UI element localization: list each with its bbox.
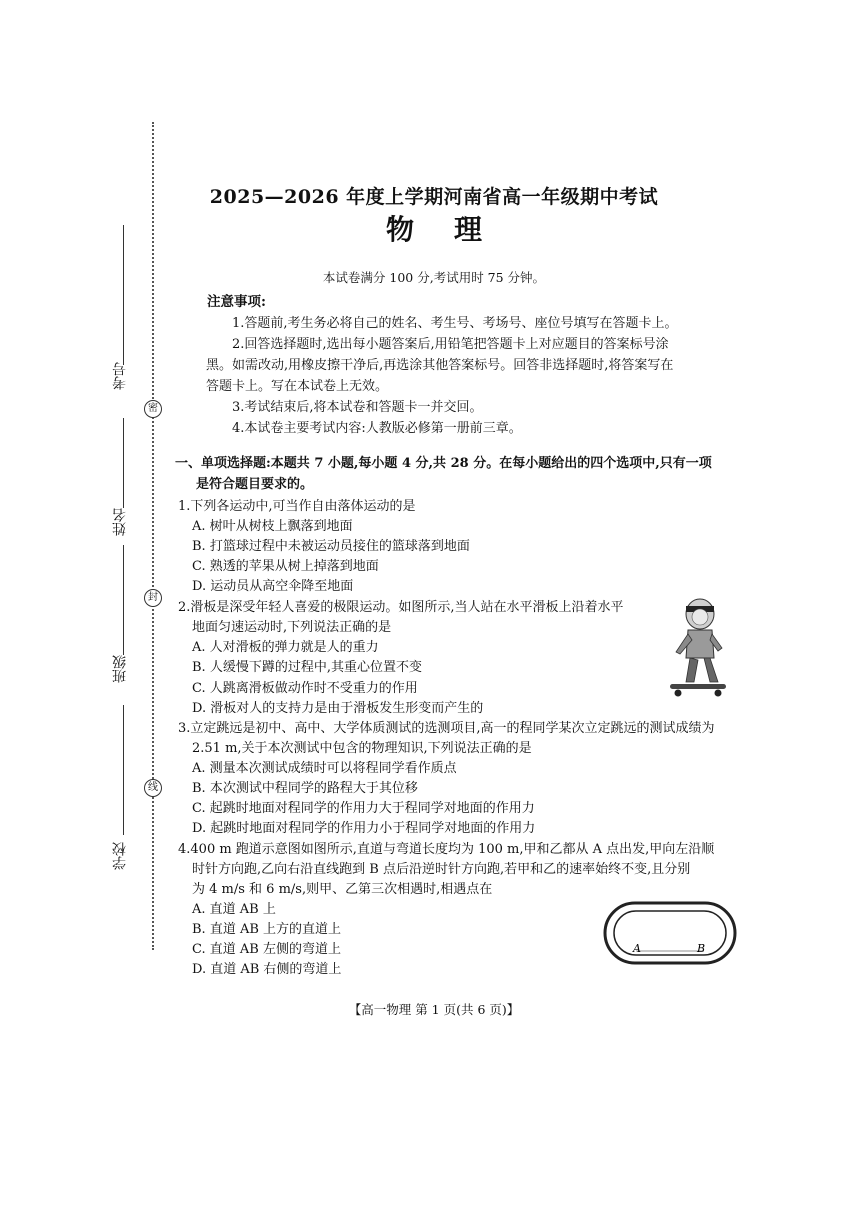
notice-line: 1.答题前,考生务必将自己的姓名、考生号、考场号、座位号填写在答题卡上。 <box>232 316 678 331</box>
question-stem-cont: 为 4 m/s 和 6 m/s,则甲、乙第三次相遇时,相遇点在 <box>192 882 493 897</box>
skateboarder-figure <box>664 596 734 700</box>
option: C. 熟透的苹果从树上掉落到地面 <box>192 559 379 574</box>
exam-info: 本试卷满分 100 分,考试用时 75 分钟。 <box>322 270 546 285</box>
question-stem-cont: 2.51 m,关于本次测试中包含的物理知识,下列说法正确的是 <box>192 741 532 756</box>
option: D. 滑板对人的支持力是由于滑板发生形变而产生的 <box>192 701 484 716</box>
option: C. 起跳时地面对程同学的作用力大于程同学对地面的作用力 <box>192 801 535 816</box>
name-blank <box>123 418 124 508</box>
notice-heading: 注意事项: <box>207 294 266 310</box>
seal-mark-feng: 封 <box>144 589 162 607</box>
question-stem: 2.滑板是深受年轻人喜爱的极限运动。如图所示,当人站在水平滑板上沿着水平 <box>178 600 624 615</box>
notice-line: 3.考试结束后,将本试卷和答题卡一并交回。 <box>232 400 483 415</box>
option: A. 树叶从树枝上飘落到地面 <box>192 519 353 534</box>
exam-title: 2025—2026 年度上学期河南省高一年级期中考试 <box>209 186 659 208</box>
seal-mark-mi: 密 <box>144 400 162 418</box>
question-stem-cont: 地面匀速运动时,下列说法正确的是 <box>192 620 392 635</box>
page-footer: 【高一物理 第 1 页(共 6 页)】 <box>348 1002 520 1017</box>
exam-no-label: 考号 <box>112 362 128 390</box>
section-heading-cont: 是符合题目要求的。 <box>196 477 314 492</box>
track-label-a: A <box>633 942 641 955</box>
subject-title: 物理 <box>385 213 522 246</box>
option: A. 人对滑板的弹力就是人的重力 <box>192 640 379 655</box>
option: D. 直道 AB 右侧的弯道上 <box>192 962 342 977</box>
option: B. 打篮球过程中未被运动员接住的篮球落到地面 <box>192 539 470 554</box>
option: D. 运动员从高空伞降至地面 <box>192 579 354 594</box>
running-track-diagram <box>600 898 740 968</box>
school-label: 学校 <box>112 842 128 870</box>
option: B. 直道 AB 上方的直道上 <box>192 922 342 937</box>
question-stem: 3.立定跳远是初中、高中、大学体质测试的选测项目,高一的程同学某次立定跳远的测试成绩为 <box>178 721 715 736</box>
option: A. 测量本次测试成绩时可以将程同学看作质点 <box>192 761 457 776</box>
option: C. 直道 AB 左侧的弯道上 <box>192 942 341 957</box>
school-blank <box>123 705 124 835</box>
section-heading: 一、单项选择题:本题共 7 小题,每小题 4 分,共 28 分。在每小题给出的四个选项中,只有一项 <box>175 456 712 471</box>
notice-line: 4.本试卷主要考试内容:人教版必修第一册前三章。 <box>232 421 522 436</box>
class-blank <box>123 545 124 655</box>
option: C. 人跳离滑板做动作时不受重力的作用 <box>192 681 418 696</box>
question-stem: 1.下列各运动中,可当作自由落体运动的是 <box>178 499 416 514</box>
option: B. 人缓慢下蹲的过程中,其重心位置不变 <box>192 660 422 675</box>
option: B. 本次测试中程同学的路程大于其位移 <box>192 781 418 796</box>
seal-mark-xian: 线 <box>144 779 162 797</box>
question-stem: 4.400 m 跑道示意图如图所示,直道与弯道长度均为 100 m,甲和乙都从 A 点出发,甲向左沿顺 <box>178 842 715 857</box>
name-label: 姓名 <box>112 508 128 536</box>
track-label-b: B <box>697 942 706 955</box>
option: D. 起跳时地面对程同学的作用力小于程同学对地面的作用力 <box>192 821 536 836</box>
notice-line: 2.回答选择题时,选出每小题答案后,用铅笔把答题卡上对应题目的答案标号涂 <box>232 337 669 352</box>
question-stem-cont: 时针方向跑,乙向右沿直线跑到 B 点后沿逆时针方向跑,若甲和乙的速率始终不变,且分别 <box>192 862 691 877</box>
option: A. 直道 AB 上 <box>192 902 276 917</box>
notice-line: 答题卡上。写在本试卷上无效。 <box>206 379 389 394</box>
class-label: 班级 <box>112 655 128 683</box>
notice-line: 黑。如需改动,用橡皮擦干净后,再选涂其他答案标号。回答非选择题时,将答案写在 <box>206 358 674 373</box>
